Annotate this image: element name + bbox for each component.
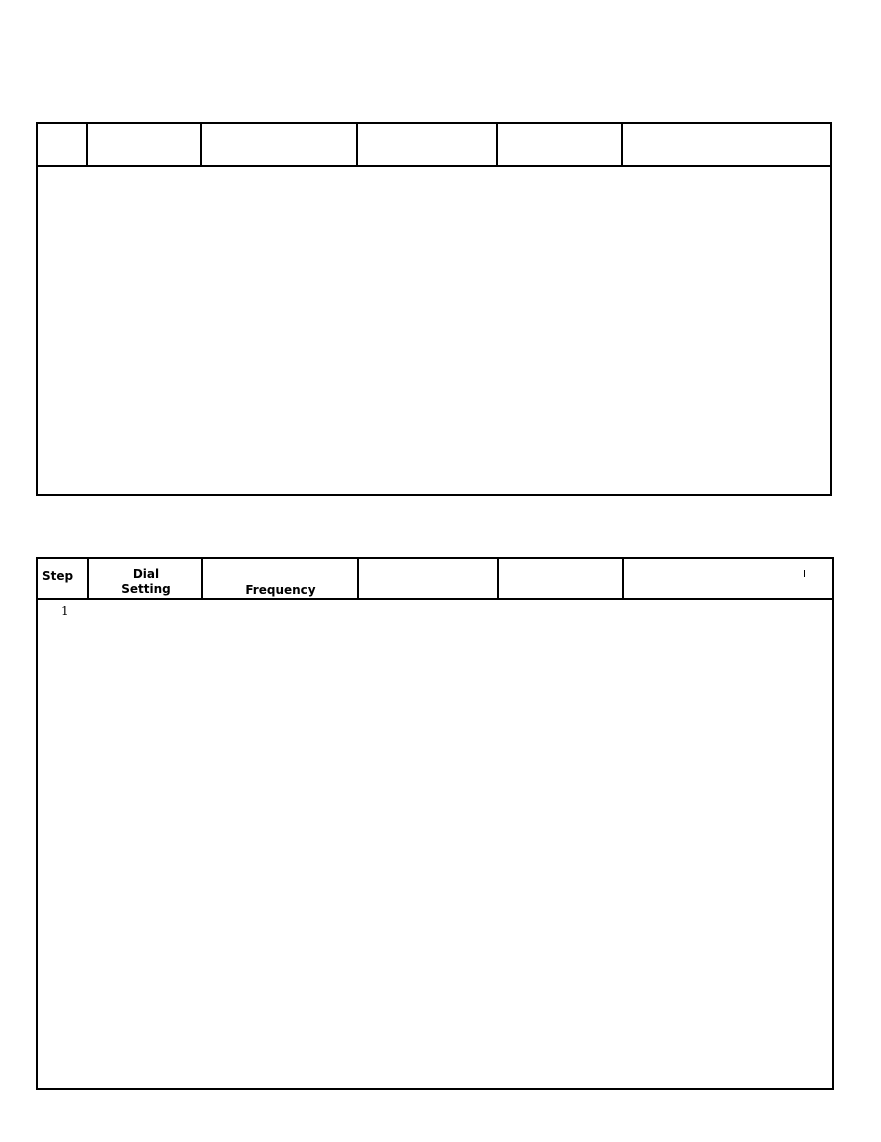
step-number: 1 xyxy=(61,604,69,618)
column-divider xyxy=(497,559,499,598)
lower-table-header-row xyxy=(38,559,832,600)
lower-alignment-table xyxy=(36,557,834,1090)
upper-empty-table xyxy=(36,122,832,496)
column-divider xyxy=(622,559,624,598)
frequency-column-header: Frequency xyxy=(245,583,316,597)
dial-header-line2: Setting xyxy=(121,582,171,596)
column-divider xyxy=(356,124,358,165)
step-column-header: Step xyxy=(42,569,74,583)
dial-header-line1: Dial xyxy=(132,567,160,581)
column-divider xyxy=(200,124,202,165)
column-divider xyxy=(496,124,498,165)
column-divider xyxy=(621,124,623,165)
column-divider xyxy=(86,124,88,165)
tick-mark-icon xyxy=(804,570,805,577)
column-divider xyxy=(87,559,89,598)
dial-setting-column-header xyxy=(90,567,202,597)
column-divider xyxy=(357,559,359,598)
upper-table-header-row xyxy=(38,124,830,167)
